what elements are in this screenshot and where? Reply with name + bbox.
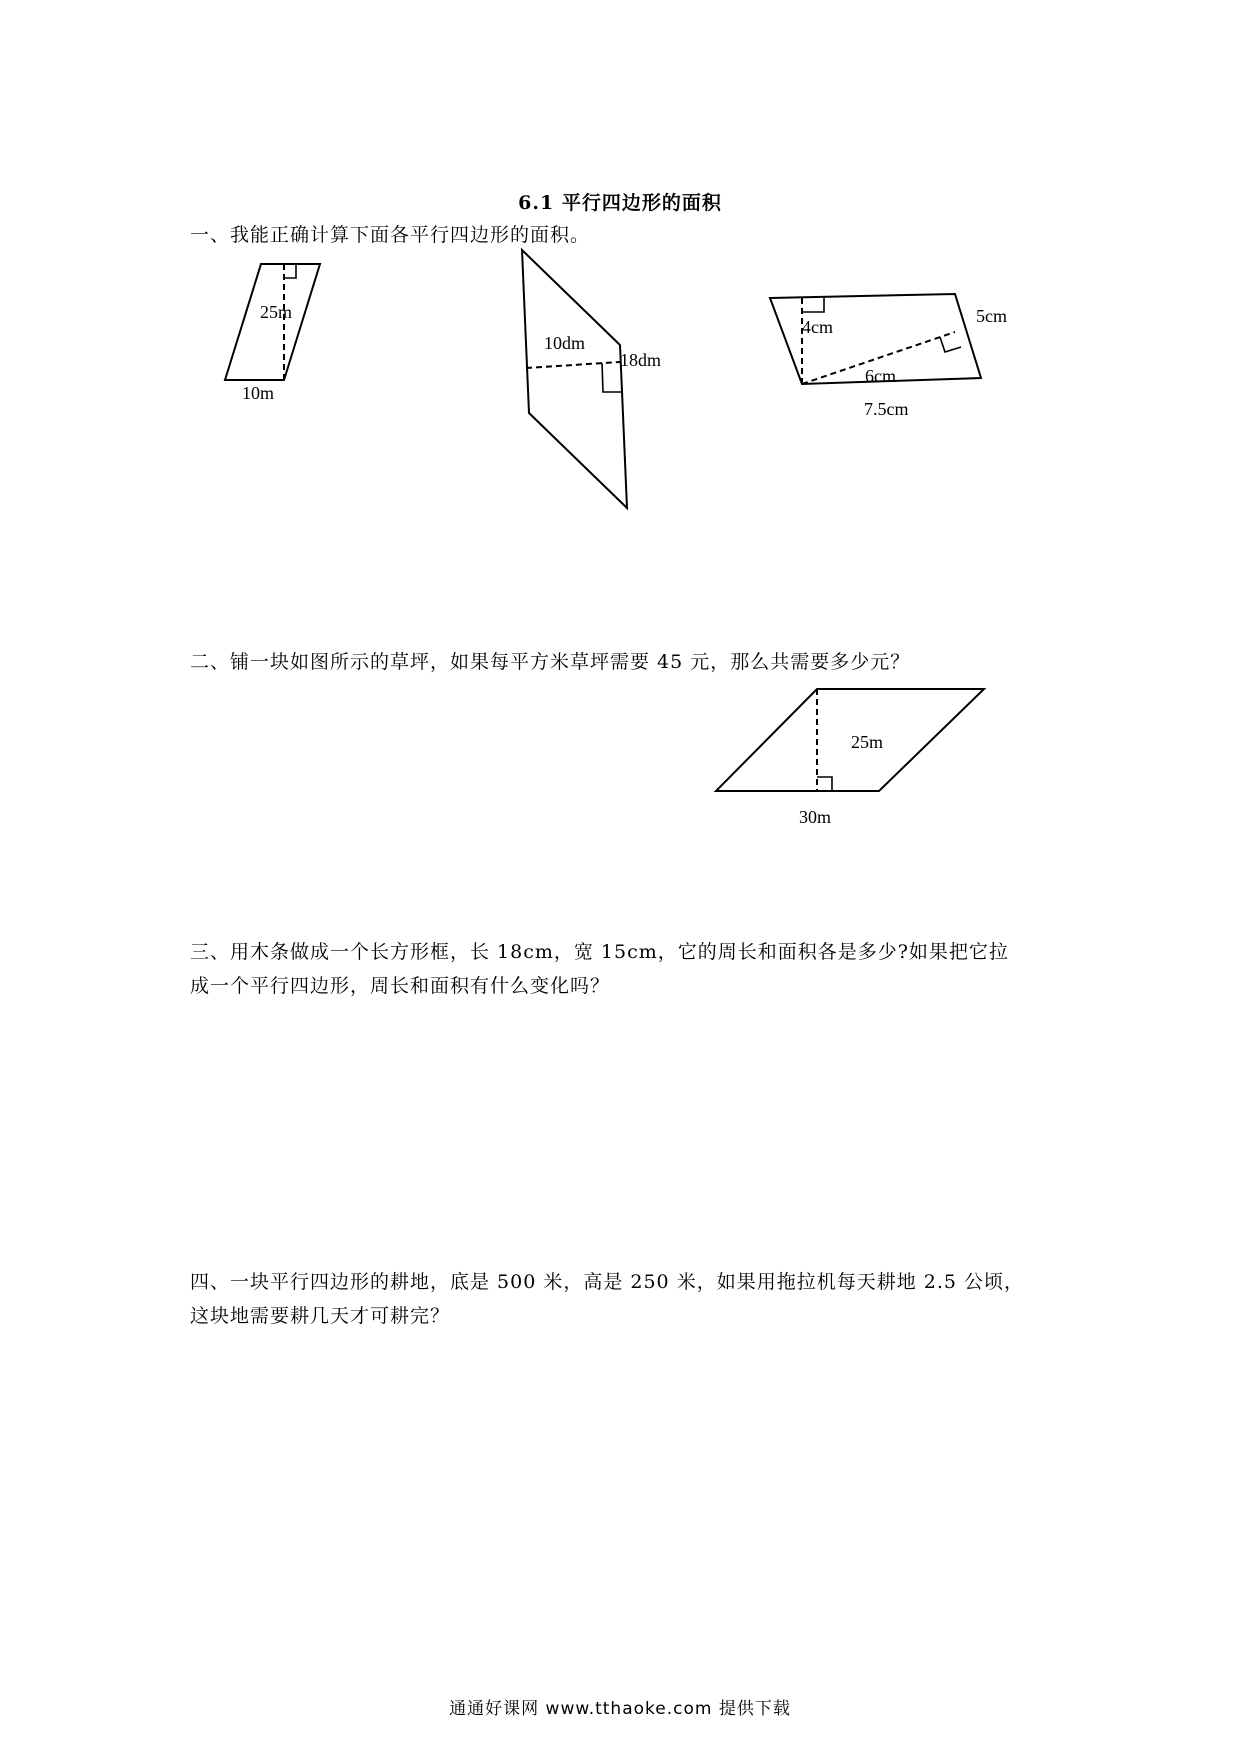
question-1-text: 一、我能正确计算下面各平行四边形的面积。 [190, 224, 591, 246]
fig4-outline [716, 689, 984, 791]
fig1-height-label: 25m [260, 302, 293, 322]
fig3-height1-label: 4cm [802, 317, 833, 337]
question-3-line-1: 三、用木条做成一个长方形框，长 18cm，宽 15cm，它的周长和面积各是多少?如果把它拉 [190, 941, 1009, 963]
page-title: 6.1 平行四边形的面积 [518, 192, 722, 214]
fig4-height-label: 25m [851, 732, 884, 752]
fig1-right-angle-mark [284, 264, 296, 278]
fig2-height-label: 18dm [620, 350, 662, 370]
fig2-outline [522, 250, 627, 508]
fig1-base-label: 10m [242, 383, 275, 403]
fig4-right-angle-mark [817, 777, 832, 791]
fig3-side-label: 5cm [976, 306, 1007, 326]
fig2-right-angle-mark [602, 363, 621, 392]
fig3-height2-label: 6cm [865, 366, 896, 386]
figure-2-parallelogram [522, 250, 627, 508]
fig3-right-angle-mark-1 [802, 298, 824, 312]
question-4-line-1: 四、一块平行四边形的耕地，底是 500 米，高是 250 米，如果用拖拉机每天耕地 2.5 公顷， [190, 1271, 1024, 1293]
footer-credit: 通通好课网 www.tthaoke.com 提供下载 [449, 1699, 791, 1719]
fig4-base-label: 30m [799, 807, 832, 827]
fig2-height-line [526, 362, 620, 368]
fig3-base-label: 7.5cm [864, 399, 909, 419]
question-4-line-2: 这块地需要耕几天才可耕完？ [190, 1305, 451, 1327]
figure-4-parallelogram [716, 689, 984, 791]
question-2-text: 二、铺一块如图所示的草坪，如果每平方米草坪需要 45 元，那么共需要多少元？ [190, 651, 911, 673]
question-3-line-2: 成一个平行四边形，周长和面积有什么变化吗？ [190, 975, 611, 997]
fig2-side-label: 10dm [544, 333, 586, 353]
fig3-right-angle-mark-2 [940, 337, 961, 352]
